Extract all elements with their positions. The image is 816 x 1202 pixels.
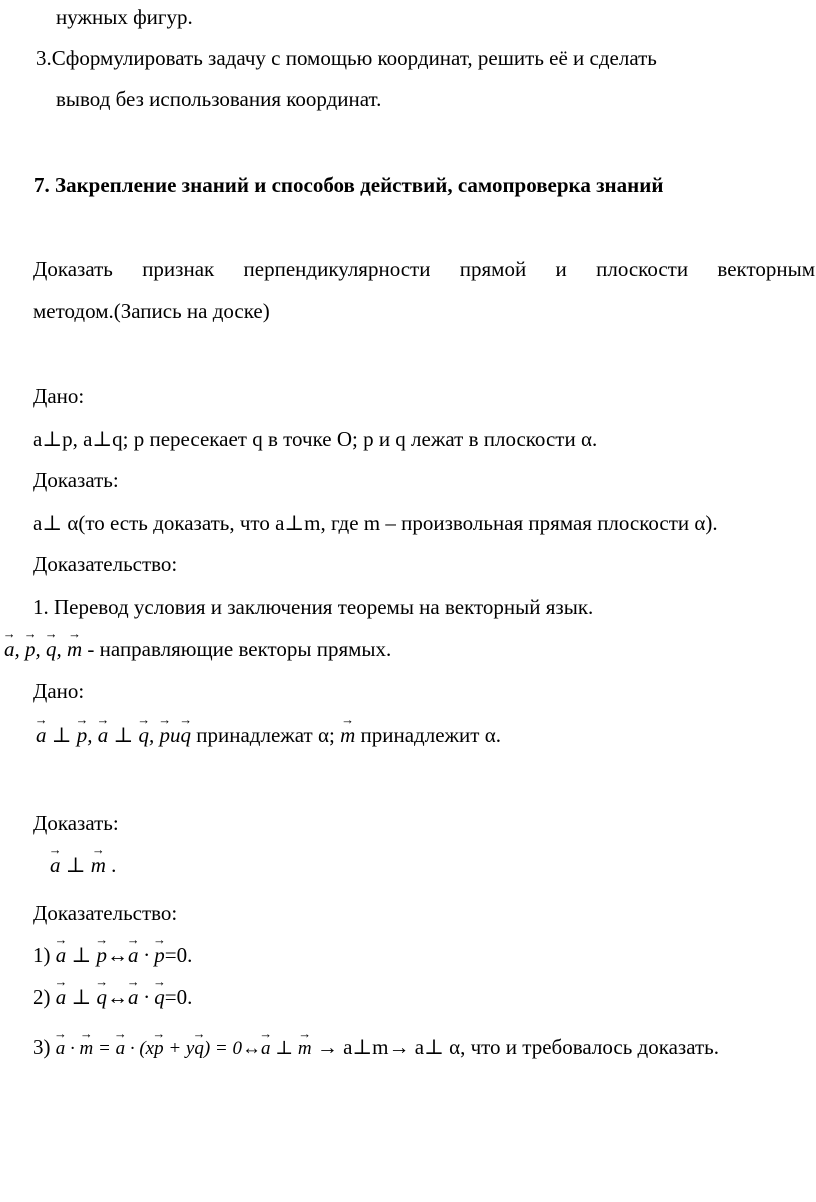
- proof-step-1-label: 1): [33, 943, 51, 967]
- proof-step-3-end: → a⊥m→ a⊥ α, что и требовалось доказать.: [316, 1035, 719, 1059]
- vectors-line: [4, 636, 391, 662]
- proof-step-3: [33, 1034, 719, 1062]
- text-line-3: вывод без использования координат.: [56, 87, 382, 111]
- prove-vector-formula: → a ⊥ → m .: [50, 852, 116, 878]
- proof-step-1-formula: → a ⊥ → p↔→ a · → p: [56, 943, 165, 967]
- proof-step-3-label: 3): [33, 1035, 51, 1059]
- text-line-1: нужных фигур.: [56, 5, 193, 29]
- proof-step-2: [33, 984, 192, 1010]
- proof-step-2-label: 2): [33, 985, 51, 1009]
- proof-step-2-formula: → a ⊥ → q↔→ a · → q: [56, 985, 165, 1009]
- proof-step-1: [33, 942, 192, 968]
- prove-label-2: Доказать:: [33, 811, 119, 835]
- vectors-line-text: - направляющие векторы прямых.: [82, 637, 392, 661]
- given-text-1: a⊥p, a⊥q; p пересекает q в точке O; p и q лежат в плоскости α.: [33, 427, 598, 451]
- section-heading: 7. Закрепление знаний и способов действий, самопроверка знаний: [34, 173, 664, 197]
- step-1: 1. Перевод условия и заключения теоремы на векторный язык.: [33, 595, 594, 619]
- given-vector-formula: → a ⊥ → p, → a ⊥ → q, → pи→ q: [36, 723, 191, 747]
- prove-text-1: a⊥ α(то есть доказать, что a⊥m, где m – произвольная прямая плоскости α).: [33, 511, 718, 535]
- given-text-2: [36, 722, 501, 748]
- given-2-text-b: принадлежит α.: [360, 723, 501, 747]
- vector-list-formula: → a, → p, → q, → m: [4, 637, 82, 661]
- proof-step-2-end: =0.: [164, 985, 193, 1009]
- text-line-2: 3.Сформулировать задачу с помощью координат, решить её и сделать: [36, 46, 657, 70]
- given-vector-m: → m: [340, 723, 355, 747]
- given-label-1: Дано:: [33, 384, 85, 408]
- proof-step-3-formula: → a · → m = → a · (x→ p + y→ q) = 0↔→ a ⊥ → m: [56, 1038, 312, 1059]
- prove-label-1: Доказать:: [33, 468, 119, 492]
- given-label-2: Дано:: [33, 679, 85, 703]
- given-2-text-a: принадлежат α;: [196, 723, 335, 747]
- task-line-1: Доказать признак перпендикулярности прямой и плоскости векторным: [33, 257, 815, 281]
- task-line-2: методом.(Запись на доске): [33, 299, 270, 323]
- proof-label-2: Доказательство:: [33, 901, 178, 925]
- proof-step-1-end: =0.: [164, 943, 193, 967]
- proof-label-1: Доказательство:: [33, 552, 178, 576]
